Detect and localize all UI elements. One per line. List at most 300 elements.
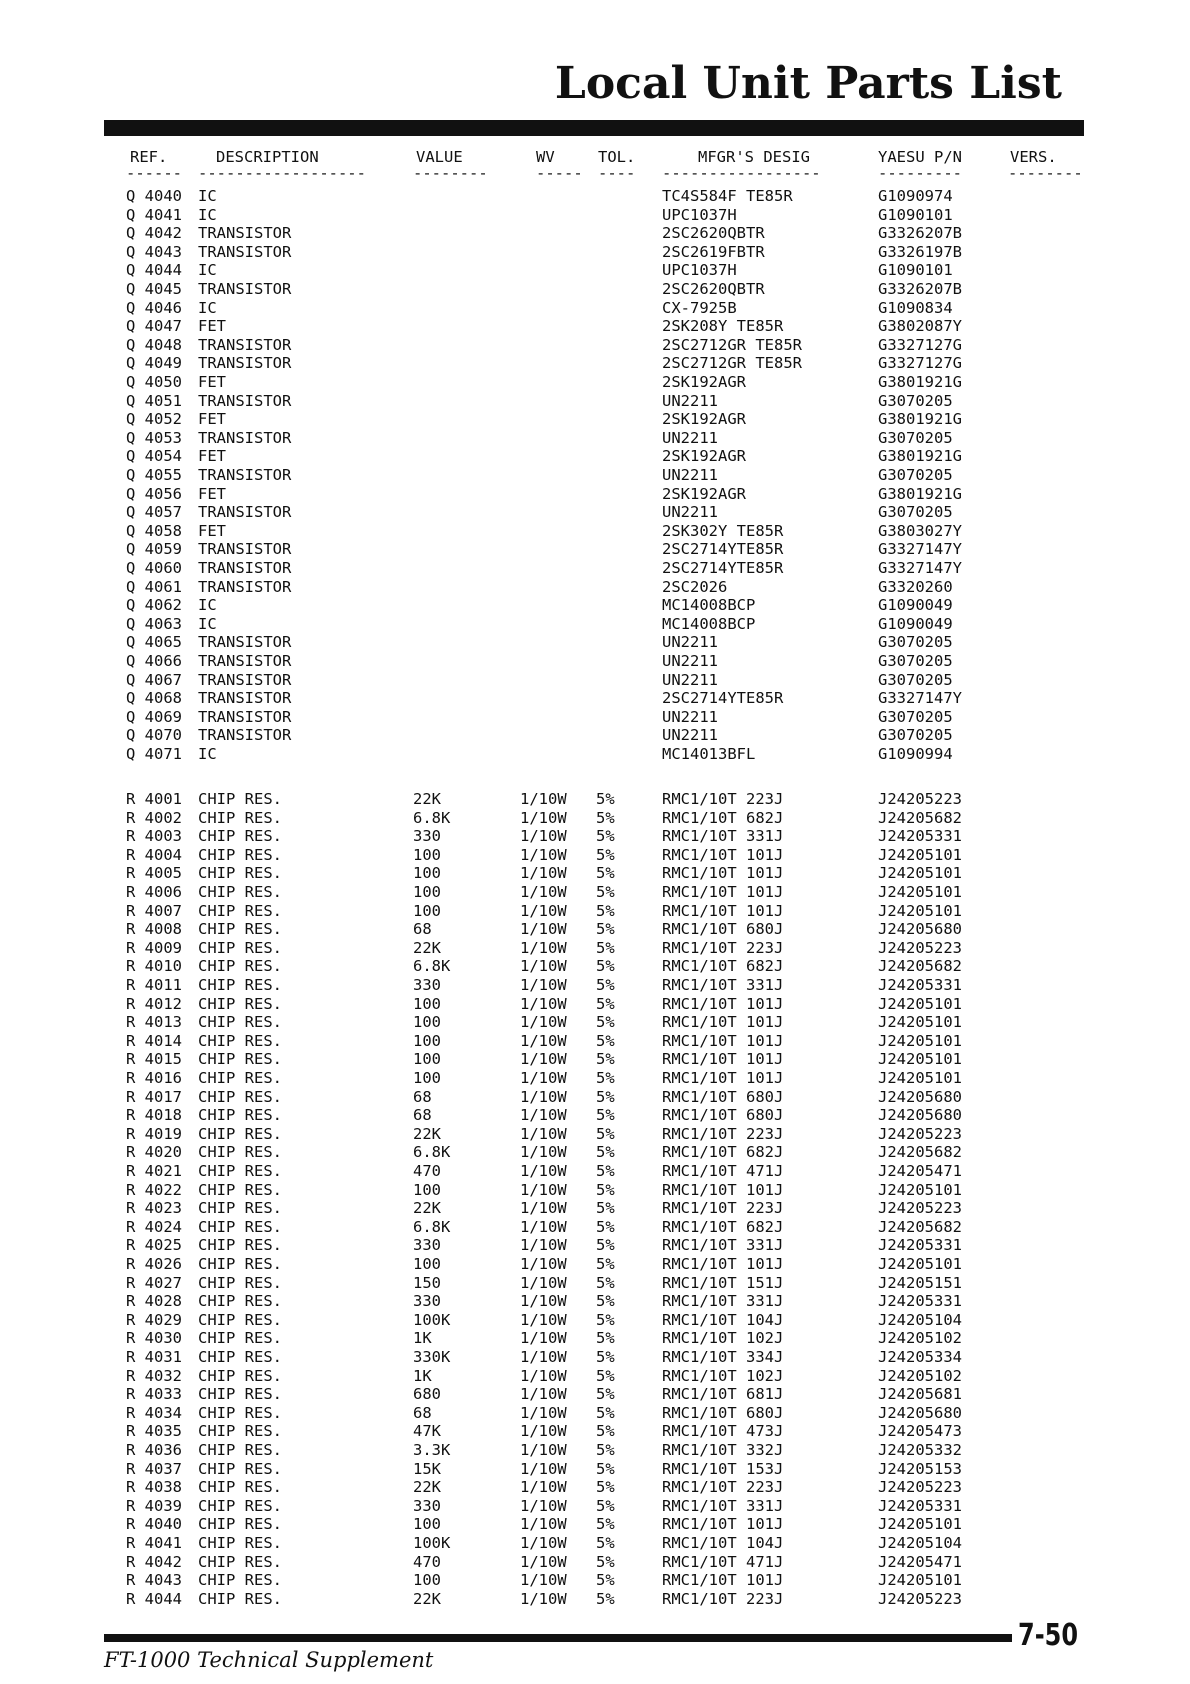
wv-cell: 1/10W: [520, 901, 567, 920]
ref-cell: R 4002: [126, 808, 182, 827]
description-cell: CHIP RES.: [198, 827, 282, 846]
tol-cell: 5%: [596, 1255, 615, 1273]
pn-cell: G1090834: [878, 298, 953, 317]
description-cell: FET: [198, 410, 226, 429]
wv-cell: 1/10W: [520, 920, 567, 939]
mfgr-cell: RMC1/10T 151J: [662, 1273, 784, 1292]
value-cell: 100: [413, 864, 441, 883]
tol-cell: 5%: [596, 1496, 615, 1515]
description-cell: TRANSISTOR: [198, 354, 292, 373]
mfgr-cell: RMC1/10T 682J: [662, 957, 784, 976]
value-cell: 1K: [413, 1329, 432, 1348]
wv-cell: 1/10W: [520, 1385, 567, 1404]
mfgr-cell: RMC1/10T 104J: [662, 1310, 784, 1329]
pn-cell: J24205223: [878, 1589, 962, 1608]
footer-text: FT-1000 Technical Supplement: [104, 1648, 434, 1672]
tol-cell: 5%: [596, 1180, 615, 1199]
header-pn: YAESU P/N: [878, 148, 962, 166]
mfgr-cell: RMC1/10T 682J: [662, 1217, 784, 1236]
wv-cell: 1/10W: [520, 1050, 567, 1069]
description-cell: IC: [198, 745, 217, 763]
value-cell: 330: [413, 976, 441, 994]
ref-cell: R 4001: [126, 790, 182, 808]
tol-cell: 5%: [596, 1589, 615, 1608]
description-cell: TRANSISTOR: [198, 540, 292, 559]
mfgr-cell: RMC1/10T 153J: [662, 1459, 784, 1478]
tol-cell: 5%: [596, 920, 615, 939]
pn-cell: G3070205: [878, 707, 953, 726]
wv-cell: 1/10W: [520, 1087, 567, 1106]
ref-cell: R 4038: [126, 1478, 182, 1497]
value-cell: 100: [413, 1255, 441, 1273]
wv-cell: 1/10W: [520, 1255, 567, 1273]
mfgr-cell: RMC1/10T 334J: [662, 1348, 784, 1366]
wv-cell: 1/10W: [520, 864, 567, 883]
pn-cell: J24205151: [878, 1273, 962, 1292]
pn-cell: G3070205: [878, 428, 953, 447]
ref-cell: Q 4044: [126, 261, 182, 280]
pn-cell: J24205101: [878, 1069, 962, 1087]
pn-cell: J24205332: [878, 1441, 962, 1459]
value-cell: 470: [413, 1552, 441, 1571]
pn-cell: J24205153: [878, 1459, 962, 1478]
value-cell: 100: [413, 901, 441, 920]
tol-cell: 5%: [596, 808, 615, 827]
pn-cell: J24205473: [878, 1422, 962, 1441]
ref-cell: R 4039: [126, 1496, 182, 1515]
wv-cell: 1/10W: [520, 1515, 567, 1534]
header-vers: VERS.: [1010, 148, 1057, 166]
description-cell: FET: [198, 484, 226, 503]
ref-cell: Q 4062: [126, 596, 182, 615]
tol-cell: 5%: [596, 1422, 615, 1441]
mfgr-cell: 2SK192AGR: [662, 410, 746, 429]
mfgr-cell: RMC1/10T 102J: [662, 1366, 784, 1385]
description-cell: TRANSISTOR: [198, 242, 292, 261]
description-cell: CHIP RES.: [198, 845, 282, 864]
description-cell: CHIP RES.: [198, 1385, 282, 1404]
ref-cell: Q 4047: [126, 317, 182, 336]
mfgr-cell: UN2211: [662, 707, 718, 726]
wv-cell: 1/10W: [520, 1534, 567, 1552]
ref-cell: R 4035: [126, 1422, 182, 1441]
description-cell: CHIP RES.: [198, 1273, 282, 1292]
wv-cell: 1/10W: [520, 845, 567, 864]
mfgr-cell: MC14008BCP: [662, 596, 756, 615]
wv-cell: 1/10W: [520, 1589, 567, 1608]
ref-cell: R 4016: [126, 1069, 182, 1087]
mfgr-cell: RMC1/10T 223J: [662, 790, 784, 808]
ref-cell: R 4021: [126, 1162, 182, 1180]
wv-cell: 1/10W: [520, 957, 567, 976]
mfgr-cell: RMC1/10T 473J: [662, 1422, 784, 1441]
tol-cell: 5%: [596, 1329, 615, 1348]
tol-cell: 5%: [596, 1385, 615, 1404]
description-cell: CHIP RES.: [198, 1013, 282, 1032]
pn-cell: G1090994: [878, 745, 953, 763]
description-cell: CHIP RES.: [198, 1571, 282, 1590]
description-cell: IC: [198, 261, 217, 280]
ref-cell: Q 4040: [126, 187, 182, 205]
mfgr-cell: RMC1/10T 471J: [662, 1552, 784, 1571]
mfgr-cell: MC14013BFL: [662, 745, 756, 763]
mfgr-cell: RMC1/10T 471J: [662, 1162, 784, 1180]
ref-cell: Q 4070: [126, 726, 182, 745]
ref-cell: R 4041: [126, 1534, 182, 1552]
description-cell: TRANSISTOR: [198, 577, 292, 596]
pn-cell: J24205681: [878, 1385, 962, 1404]
description-cell: TRANSISTOR: [198, 726, 292, 745]
mfgr-cell: 2SK208Y TE85R: [662, 317, 784, 336]
ref-cell: R 4034: [126, 1403, 182, 1422]
ref-cell: Q 4060: [126, 559, 182, 577]
tol-cell: 5%: [596, 1273, 615, 1292]
wv-cell: 1/10W: [520, 1552, 567, 1571]
mfgr-cell: RMC1/10T 101J: [662, 864, 784, 883]
pn-cell: G3070205: [878, 726, 953, 745]
tol-cell: 5%: [596, 864, 615, 883]
pn-cell: J24205223: [878, 790, 962, 808]
description-cell: FET: [198, 373, 226, 391]
pn-cell: G3070205: [878, 391, 953, 410]
pn-cell: G3327147Y: [878, 559, 962, 577]
pn-cell: G3801921G: [878, 447, 962, 466]
ref-cell: R 4004: [126, 845, 182, 864]
pn-cell: G3326207B: [878, 224, 962, 243]
tol-cell: 5%: [596, 1552, 615, 1571]
tol-cell: 5%: [596, 1050, 615, 1069]
tol-cell: 5%: [596, 938, 615, 957]
value-cell: 68: [413, 1087, 432, 1106]
mfgr-cell: RMC1/10T 682J: [662, 1143, 784, 1162]
value-cell: 6.8K: [413, 957, 451, 976]
pn-cell: J24205682: [878, 808, 962, 827]
pn-cell: J24205104: [878, 1534, 962, 1552]
ref-cell: Q 4069: [126, 707, 182, 726]
value-cell: 100: [413, 1069, 441, 1087]
ref-cell: R 4015: [126, 1050, 182, 1069]
ref-cell: Q 4055: [126, 466, 182, 484]
mfgr-cell: RMC1/10T 101J: [662, 901, 784, 920]
wv-cell: 1/10W: [520, 1571, 567, 1590]
tol-cell: 5%: [596, 901, 615, 920]
description-cell: TRANSISTOR: [198, 707, 292, 726]
value-cell: 68: [413, 1106, 432, 1125]
header-ref: REF.: [130, 148, 168, 166]
description-cell: CHIP RES.: [198, 1534, 282, 1552]
ref-cell: R 4018: [126, 1106, 182, 1125]
pn-cell: J24205101: [878, 901, 962, 920]
tol-cell: 5%: [596, 845, 615, 864]
ref-cell: R 4005: [126, 864, 182, 883]
description-cell: CHIP RES.: [198, 1422, 282, 1441]
pn-cell: J24205682: [878, 1143, 962, 1162]
description-cell: CHIP RES.: [198, 1087, 282, 1106]
mfgr-cell: RMC1/10T 331J: [662, 976, 784, 994]
value-cell: 100K: [413, 1310, 451, 1329]
mfgr-cell: 2SC2714YTE85R: [662, 559, 784, 577]
dash-pn: ---------: [878, 164, 962, 182]
wv-cell: 1/10W: [520, 1310, 567, 1329]
description-cell: IC: [198, 596, 217, 615]
mfgr-cell: UN2211: [662, 503, 718, 522]
pn-cell: G3070205: [878, 652, 953, 670]
value-cell: 6.8K: [413, 1143, 451, 1162]
ref-cell: Q 4058: [126, 521, 182, 540]
description-cell: TRANSISTOR: [198, 633, 292, 652]
value-cell: 1K: [413, 1366, 432, 1385]
pn-cell: G3070205: [878, 670, 953, 689]
pn-cell: J24205101: [878, 1050, 962, 1069]
mfgr-cell: RMC1/10T 101J: [662, 1050, 784, 1069]
mfgr-cell: RMC1/10T 331J: [662, 1236, 784, 1255]
dash-value: --------: [413, 164, 488, 182]
value-cell: 6.8K: [413, 1217, 451, 1236]
mfgr-cell: RMC1/10T 101J: [662, 883, 784, 901]
ref-cell: Q 4061: [126, 577, 182, 596]
mfgr-cell: RMC1/10T 223J: [662, 1478, 784, 1497]
ref-cell: R 4024: [126, 1217, 182, 1236]
ref-cell: R 4011: [126, 976, 182, 994]
header-tol: TOL.: [598, 148, 636, 166]
tol-cell: 5%: [596, 1310, 615, 1329]
header-mfgr: MFGR'S DESIG: [698, 148, 810, 166]
description-cell: IC: [198, 298, 217, 317]
description-cell: TRANSISTOR: [198, 559, 292, 577]
description-cell: TRANSISTOR: [198, 670, 292, 689]
pn-cell: G3326207B: [878, 280, 962, 298]
pn-cell: G3327147Y: [878, 689, 962, 708]
pn-cell: G3320260: [878, 577, 953, 596]
pn-cell: J24205101: [878, 883, 962, 901]
mfgr-cell: 2SC2026: [662, 577, 728, 596]
description-cell: CHIP RES.: [198, 1143, 282, 1162]
description-cell: CHIP RES.: [198, 994, 282, 1013]
mfgr-cell: UN2211: [662, 726, 718, 745]
value-cell: 330: [413, 827, 441, 846]
mfgr-cell: TC4S584F TE85R: [662, 187, 793, 205]
dash-tol: ----: [598, 164, 636, 182]
ref-cell: R 4028: [126, 1292, 182, 1311]
ref-cell: Q 4050: [126, 373, 182, 391]
description-cell: FET: [198, 447, 226, 466]
dash-ref: ------: [126, 164, 182, 182]
value-cell: 22K: [413, 1478, 441, 1497]
mfgr-cell: RMC1/10T 101J: [662, 1031, 784, 1050]
wv-cell: 1/10W: [520, 1478, 567, 1497]
mfgr-cell: RMC1/10T 101J: [662, 1013, 784, 1032]
mfgr-cell: UPC1037H: [662, 205, 737, 224]
tol-cell: 5%: [596, 1459, 615, 1478]
pn-cell: J24205101: [878, 1515, 962, 1534]
ref-cell: Q 4071: [126, 745, 182, 763]
tol-cell: 5%: [596, 827, 615, 846]
description-cell: CHIP RES.: [198, 957, 282, 976]
pn-cell: J24205101: [878, 1180, 962, 1199]
value-cell: 100: [413, 1031, 441, 1050]
value-cell: 22K: [413, 938, 441, 957]
ref-cell: R 4012: [126, 994, 182, 1013]
ref-cell: R 4044: [126, 1589, 182, 1608]
tol-cell: 5%: [596, 1515, 615, 1534]
pn-cell: J24205331: [878, 1496, 962, 1515]
pn-cell: J24205331: [878, 1292, 962, 1311]
pn-cell: G3803027Y: [878, 521, 962, 540]
description-cell: CHIP RES.: [198, 1106, 282, 1125]
tol-cell: 5%: [596, 1478, 615, 1497]
pn-cell: G3070205: [878, 633, 953, 652]
tol-cell: 5%: [596, 1031, 615, 1050]
pn-cell: J24205101: [878, 1255, 962, 1273]
mfgr-cell: RMC1/10T 101J: [662, 994, 784, 1013]
mfgr-cell: RMC1/10T 223J: [662, 938, 784, 957]
ref-cell: R 4025: [126, 1236, 182, 1255]
description-cell: TRANSISTOR: [198, 428, 292, 447]
value-cell: 330: [413, 1496, 441, 1515]
description-cell: CHIP RES.: [198, 1478, 282, 1497]
tol-cell: 5%: [596, 1106, 615, 1125]
pn-cell: J24205331: [878, 1236, 962, 1255]
description-cell: CHIP RES.: [198, 790, 282, 808]
ref-cell: R 4027: [126, 1273, 182, 1292]
value-cell: 150: [413, 1273, 441, 1292]
value-cell: 100: [413, 883, 441, 901]
value-cell: 6.8K: [413, 808, 451, 827]
description-cell: CHIP RES.: [198, 1403, 282, 1422]
mfgr-cell: 2SC2619FBTR: [662, 242, 765, 261]
ref-cell: Q 4059: [126, 540, 182, 559]
ref-cell: Q 4067: [126, 670, 182, 689]
pn-cell: J24205101: [878, 994, 962, 1013]
ref-cell: R 4029: [126, 1310, 182, 1329]
ref-cell: Q 4066: [126, 652, 182, 670]
ref-cell: R 4043: [126, 1571, 182, 1590]
pn-cell: G1090101: [878, 261, 953, 280]
value-cell: 330: [413, 1292, 441, 1311]
tol-cell: 5%: [596, 1013, 615, 1032]
ref-cell: R 4037: [126, 1459, 182, 1478]
mfgr-cell: 2SC2712GR TE85R: [662, 354, 802, 373]
wv-cell: 1/10W: [520, 1069, 567, 1087]
mfgr-cell: RMC1/10T 101J: [662, 1571, 784, 1590]
mfgr-cell: RMC1/10T 681J: [662, 1385, 784, 1404]
ref-cell: R 4020: [126, 1143, 182, 1162]
pn-cell: J24205680: [878, 1087, 962, 1106]
pn-cell: J24205682: [878, 957, 962, 976]
ref-cell: Q 4054: [126, 447, 182, 466]
tol-cell: 5%: [596, 1162, 615, 1180]
description-cell: TRANSISTOR: [198, 689, 292, 708]
description-cell: CHIP RES.: [198, 1199, 282, 1218]
ref-cell: R 4007: [126, 901, 182, 920]
mfgr-cell: RMC1/10T 680J: [662, 920, 784, 939]
wv-cell: 1/10W: [520, 790, 567, 808]
description-cell: CHIP RES.: [198, 1292, 282, 1311]
mfgr-cell: RMC1/10T 223J: [662, 1199, 784, 1218]
ref-cell: R 4042: [126, 1552, 182, 1571]
pn-cell: G3327127G: [878, 335, 962, 354]
pn-cell: J24205101: [878, 845, 962, 864]
description-cell: CHIP RES.: [198, 1589, 282, 1608]
mfgr-cell: 2SK192AGR: [662, 484, 746, 503]
wv-cell: 1/10W: [520, 1199, 567, 1218]
ref-cell: R 4017: [126, 1087, 182, 1106]
description-cell: TRANSISTOR: [198, 652, 292, 670]
mfgr-cell: UN2211: [662, 633, 718, 652]
ref-cell: Q 4046: [126, 298, 182, 317]
wv-cell: 1/10W: [520, 827, 567, 846]
mfgr-cell: RMC1/10T 680J: [662, 1403, 784, 1422]
description-cell: IC: [198, 187, 217, 205]
pn-cell: G3801921G: [878, 373, 962, 391]
tol-cell: 5%: [596, 1236, 615, 1255]
dash-description: ------------------: [198, 164, 366, 182]
mfgr-cell: UN2211: [662, 652, 718, 670]
description-cell: FET: [198, 521, 226, 540]
tol-cell: 5%: [596, 957, 615, 976]
tol-cell: 5%: [596, 1441, 615, 1459]
tol-cell: 5%: [596, 1069, 615, 1087]
tol-cell: 5%: [596, 790, 615, 808]
ref-cell: R 4003: [126, 827, 182, 846]
pn-cell: J24205101: [878, 864, 962, 883]
pn-cell: G3327127G: [878, 354, 962, 373]
wv-cell: 1/10W: [520, 994, 567, 1013]
ref-cell: R 4040: [126, 1515, 182, 1534]
ref-cell: R 4009: [126, 938, 182, 957]
mfgr-cell: RMC1/10T 680J: [662, 1106, 784, 1125]
pn-cell: J24205101: [878, 1013, 962, 1032]
pn-cell: J24205223: [878, 1124, 962, 1143]
mfgr-cell: 2SC2712GR TE85R: [662, 335, 802, 354]
wv-cell: 1/10W: [520, 1441, 567, 1459]
description-cell: CHIP RES.: [198, 1069, 282, 1087]
pn-cell: J24205101: [878, 1031, 962, 1050]
tol-cell: 5%: [596, 1199, 615, 1218]
wv-cell: 1/10W: [520, 1403, 567, 1422]
mfgr-cell: RMC1/10T 331J: [662, 1292, 784, 1311]
description-cell: IC: [198, 614, 217, 633]
ref-cell: R 4030: [126, 1329, 182, 1348]
value-cell: 680: [413, 1385, 441, 1404]
ref-cell: Q 4063: [126, 614, 182, 633]
description-cell: CHIP RES.: [198, 1441, 282, 1459]
wv-cell: 1/10W: [520, 1292, 567, 1311]
ref-cell: R 4019: [126, 1124, 182, 1143]
description-cell: CHIP RES.: [198, 1255, 282, 1273]
ref-cell: R 4036: [126, 1441, 182, 1459]
value-cell: 68: [413, 920, 432, 939]
description-cell: CHIP RES.: [198, 938, 282, 957]
mfgr-cell: RMC1/10T 223J: [662, 1124, 784, 1143]
wv-cell: 1/10W: [520, 1348, 567, 1366]
ref-cell: Q 4051: [126, 391, 182, 410]
description-cell: TRANSISTOR: [198, 503, 292, 522]
mfgr-cell: RMC1/10T 331J: [662, 1496, 784, 1515]
pn-cell: J24205223: [878, 938, 962, 957]
mfgr-cell: UPC1037H: [662, 261, 737, 280]
description-cell: CHIP RES.: [198, 1124, 282, 1143]
wv-cell: 1/10W: [520, 1143, 567, 1162]
tol-cell: 5%: [596, 1143, 615, 1162]
description-cell: CHIP RES.: [198, 920, 282, 939]
pn-cell: J24205101: [878, 1571, 962, 1590]
description-cell: TRANSISTOR: [198, 280, 292, 298]
ref-cell: R 4013: [126, 1013, 182, 1032]
mfgr-cell: 2SC2714YTE85R: [662, 689, 784, 708]
value-cell: 100: [413, 1571, 441, 1590]
value-cell: 68: [413, 1403, 432, 1422]
